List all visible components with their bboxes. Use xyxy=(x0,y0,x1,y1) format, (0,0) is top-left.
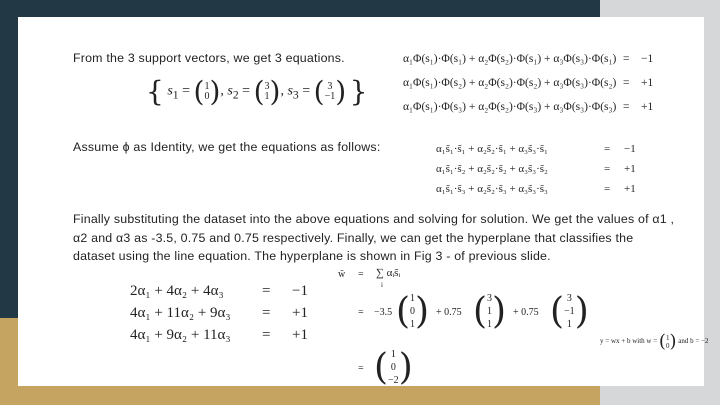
identity-eq-sign: = xyxy=(604,163,611,175)
linear-eq-sign: = xyxy=(262,327,271,343)
linear-eq-lhs: 2α₁ + 4α₂ + 4α₃ xyxy=(130,283,224,299)
plus1: + 0.75 xyxy=(436,307,462,318)
identity-equation-row xyxy=(436,143,636,155)
solution-paragraph xyxy=(73,210,674,266)
phi-eq-lhs: α₁Φ(s₁)·Φ(s₃) + α₂Φ(s₂)·Φ(s₃) + α₃Φ(s₃)·Φ(s₃) xyxy=(403,101,617,113)
linear-system xyxy=(130,283,330,349)
s3-top: 3 xyxy=(327,80,333,92)
v3-b: −1 xyxy=(564,306,575,317)
linear-eq-lhs: 4α₁ + 11α₂ + 9α₃ xyxy=(130,305,231,321)
identity-eq-rhs: −1 xyxy=(624,143,636,155)
coef1: −3.5 xyxy=(374,307,393,318)
weight-derivation xyxy=(338,263,709,388)
phi-eq-sign: = xyxy=(623,77,630,89)
hyperplane-prefix: y = wx + b with w = xyxy=(600,337,658,346)
linear-equation-row xyxy=(130,283,308,300)
linear-eq-rhs: +1 xyxy=(292,305,308,321)
phi-eq-rhs: +1 xyxy=(641,101,654,113)
linear-eq-rhs: −1 xyxy=(292,283,308,299)
v3-a: 3 xyxy=(566,293,572,304)
vector-3: ( 3 −1 1) xyxy=(550,291,589,332)
phi-eq-lhs: α₁Φ(s₁)·Φ(s₂) + α₂Φ(s₂)·Φ(s₂) + α₃Φ(s₃)·Φ(s₂) xyxy=(403,77,617,89)
vector-1: (1 0 1) xyxy=(396,291,430,332)
phi-eq-sign: = xyxy=(623,53,630,65)
vector-2: (3 1 1) xyxy=(473,291,507,332)
phi-equation-row xyxy=(403,53,654,65)
support-vector-set: { $s_1 = (1$ 0), $s_2 = (3$ 1), $s_3$ = ( 3 −1) } xyxy=(146,75,368,108)
hw-a: 1 xyxy=(665,333,670,342)
paragraph-line: dataset using the line equation. The hyperplane is shown in Fig 3 - of previous slide. xyxy=(73,249,551,263)
hyperplane-suffix: and b = −2 xyxy=(678,337,709,346)
s1-top: 1 xyxy=(204,80,210,92)
w-sum: ∑ αᵢs̃ᵢ xyxy=(376,267,401,279)
identity-eq-rhs: +1 xyxy=(624,183,636,195)
identity-eq-rhs: +1 xyxy=(624,163,636,175)
identity-eq-lhs: α₁s̃₁·s̃₃ + α₂s̃₂·s̃₃ + α₃s̃₃·s̃₃ xyxy=(436,183,548,195)
linear-eq-sign: = xyxy=(262,305,271,321)
assumption-line: Assume ϕ as Identity, we get the equations as follows: xyxy=(73,140,381,154)
identity-eq-sign: = xyxy=(604,183,611,195)
identity-equations xyxy=(436,143,656,201)
phi-eq-sign: = xyxy=(623,101,630,113)
identity-equation-row xyxy=(436,163,636,175)
w-eq-sign: = xyxy=(358,269,364,280)
r-c: −2 xyxy=(388,375,399,386)
result-vector: ( 1 0 −2) xyxy=(374,347,413,388)
identity-eq-sign: = xyxy=(604,143,611,155)
r-b: 0 xyxy=(390,362,396,373)
linear-eq-rhs: +1 xyxy=(292,327,308,343)
v3-c: 1 xyxy=(566,319,572,330)
v2-a: 3 xyxy=(487,293,493,304)
v2-c: 1 xyxy=(487,319,493,330)
linear-equation-row xyxy=(130,305,308,322)
result-eq-sign: = xyxy=(358,363,364,374)
expansion-eq-sign: = xyxy=(358,307,364,318)
s1-bottom: 0 xyxy=(204,90,210,102)
paragraph-line: α2 and α3 as -3.5, 0.75 and 0.75 respectively. Finally, we can get the hyperplane that classifies the xyxy=(73,230,634,245)
r-a: 1 xyxy=(390,349,396,360)
v1-b: 0 xyxy=(410,306,416,317)
slide-card xyxy=(18,17,709,388)
s2-bottom: 1 xyxy=(264,90,270,102)
phi-eq-lhs: α₁Φ(s₁)·Φ(s₁) + α₂Φ(s₂)·Φ(s₁) + α₃Φ(s₃)·Φ(s₁) xyxy=(403,53,617,65)
linear-equation-row xyxy=(130,327,308,344)
identity-eq-lhs: α₁s̃₁·s̃₂ + α₂s̃₂·s̃₂ + α₃s̃₃·s̃₂ xyxy=(436,163,548,175)
v1-a: 1 xyxy=(410,293,416,304)
phi-eq-rhs: −1 xyxy=(641,53,654,65)
identity-equation-row xyxy=(436,183,636,195)
s3-bottom: −1 xyxy=(324,90,336,102)
w-label: w̃ xyxy=(338,269,346,280)
paragraph-line: Finally substituting the dataset into the above equations and solving for solution. We get the values of α1 , xyxy=(73,212,675,226)
linear-eq-lhs: 4α₁ + 9α₂ + 11α₃ xyxy=(130,327,231,343)
s2-top: 3 xyxy=(264,80,270,92)
phi-equation-row xyxy=(403,101,654,113)
v1-c: 1 xyxy=(410,319,416,330)
plus2: + 0.75 xyxy=(513,307,539,318)
phi-eq-rhs: +1 xyxy=(641,77,654,89)
w-sum-index: i xyxy=(381,281,383,289)
hyperplane-note: y = wx + b with w = (1 0) and b = −2 xyxy=(600,331,709,352)
identity-eq-lhs: α₁s̃₁·s̃₁ + α₂s̃₂·s̃₁ + α₃s̃₃·s̃₁ xyxy=(436,143,548,155)
phi-equation-row xyxy=(403,77,654,89)
hw-b: 0 xyxy=(665,341,670,350)
v2-b: 1 xyxy=(487,306,493,317)
linear-eq-sign: = xyxy=(262,283,271,299)
phi-equations xyxy=(403,53,663,125)
intro-line: From the 3 support vectors, we get 3 equations. xyxy=(73,51,345,65)
